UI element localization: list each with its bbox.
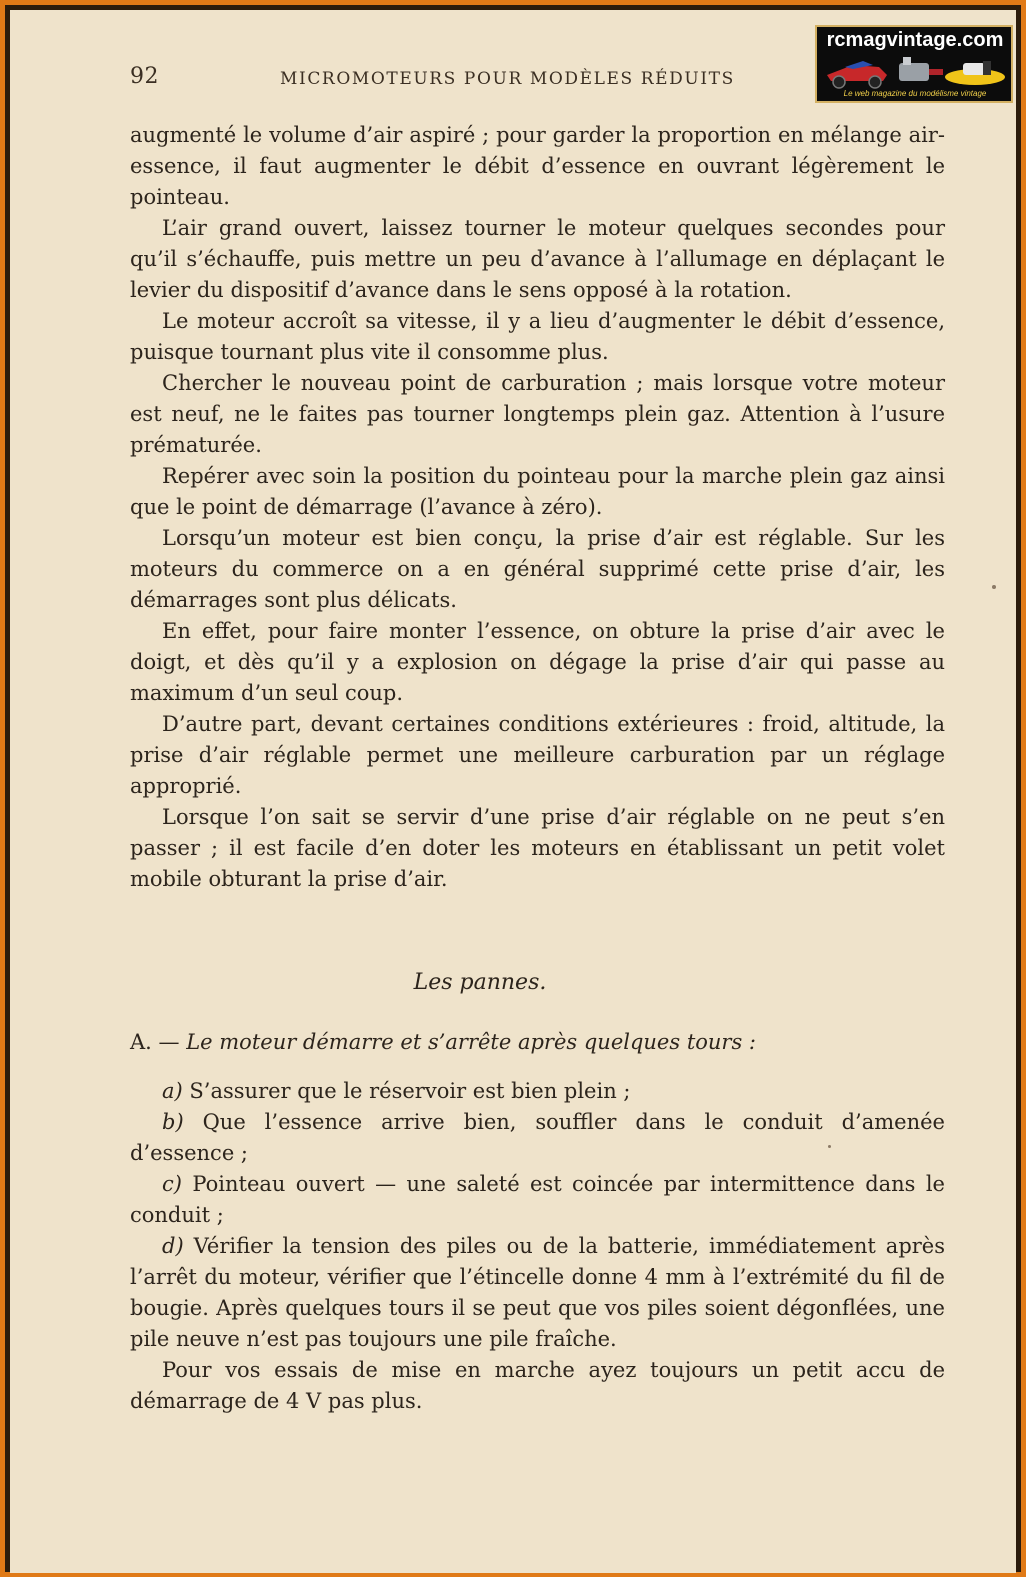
list-item <box>130 1231 945 1355</box>
closing-paragraph: Pour vos essais de mise en marche ayez toujours un petit accu de démarrage de 4 V pas plus. <box>130 1358 945 1413</box>
list-marker: b) <box>162 1110 184 1134</box>
engine-icon <box>899 57 943 81</box>
hovercraft-icon <box>945 61 1005 85</box>
paper-speck <box>828 1145 831 1148</box>
paragraph: D’autre part, devant certaines conditions extérieures : froid, altitude, la prise d’air réglable permet une meilleure carburation par un réglage approprié. <box>130 712 945 798</box>
list-item-text: Que l’essence arrive bien, souffler dans le conduit d’amenée d’essence ; <box>130 1110 945 1165</box>
list-marker: d) <box>162 1234 184 1258</box>
list-item <box>130 1169 945 1231</box>
paragraph: Le moteur accroît sa vitesse, il y a lieu d’augmenter le débit d’essence, puisque tournant plus vite il consomme plus. <box>130 309 945 364</box>
paragraph: En effet, pour faire monter l’essence, on obture la prise d’air avec le doigt, et dès qu’il y a explosion on dégage la prise d’air qui passe au maximum d’un seul coup. <box>130 619 945 705</box>
paper-speck <box>992 585 996 589</box>
list-item <box>130 1076 945 1107</box>
page-header <box>130 64 810 94</box>
list-item-text: Vérifier la tension des piles ou de la batterie, immédiatement après l’arrêt du moteur, vérifier que l’étincelle donne 4 mm à l’extrémité du fil de bougie. Après quelques tours il se peut que vos piles soient dégonflées, une pile neuve n’est pas toujours une pile fraîche. <box>130 1234 946 1351</box>
rc-car-icon <box>827 61 887 88</box>
list-item-text: Pointeau ouvert — une saleté est coincée par intermittence dans le conduit ; <box>130 1172 945 1227</box>
logo-subtitle: Le web magazine du modélisme vintage <box>843 89 987 98</box>
paragraph: Lorsque l’on sait se servir d’une prise d’air réglable on ne peut s’en passer ; il est facile d’en doter les moteurs en établissant un petit volet mobile obturant la prise d’air. <box>130 805 945 891</box>
list-item-text: S’assurer que le réservoir est bien plein ; <box>189 1079 631 1103</box>
watermark-logo <box>815 25 1013 103</box>
list-marker: c) <box>162 1172 182 1196</box>
paragraph: Lorsqu’un moteur est bien conçu, la prise d’air est réglable. Sur les moteurs du commerce on a en général supprimé cette prise d’air, les démarrages sont plus délicats. <box>130 526 945 612</box>
page-number: 92 <box>130 64 159 89</box>
book-page <box>10 10 1016 1573</box>
section-title: Les pannes. <box>413 970 547 995</box>
logo-title: rcmagvintage.com <box>826 29 1004 51</box>
paragraph: augmenté le volume d’air aspiré ; pour garder la proportion en mélange air-essence, il faut augmenter le débit d’essence en ouvrant légèrement le pointeau. <box>130 123 945 209</box>
paragraph: Repérer avec soin la position du pointeau pour la marche plein gaz ainsi que le point de démarrage (l’avance à zéro). <box>130 464 945 519</box>
troubleshooting-list <box>130 1076 945 1417</box>
running-head: MICROMOTEURS POUR MODÈLES RÉDUITS <box>280 69 735 89</box>
subsection-heading <box>130 1030 945 1054</box>
list-item <box>130 1107 945 1169</box>
list-marker: a) <box>162 1079 183 1103</box>
rc-car-and-engine-logo-icon <box>823 53 1007 89</box>
paragraph: Chercher le nouveau point de carburation ; mais lorsque votre moteur est neuf, ne le faites pas tourner longtemps plein gaz. Attention à l’usure prématurée. <box>130 371 945 457</box>
body-text <box>130 120 945 895</box>
subsection-text: Le moteur démarre et s’arrête après quelques tours : <box>186 1030 756 1054</box>
paragraph: L’air grand ouvert, laissez tourner le moteur quelques secondes pour qu’il s’échauffe, puis mettre un peu d’avance à l’allumage en déplaçant le levier du dispositif d’avance dans le sens opposé à la rotation. <box>130 216 945 302</box>
subsection-letter: A. — <box>130 1030 180 1054</box>
